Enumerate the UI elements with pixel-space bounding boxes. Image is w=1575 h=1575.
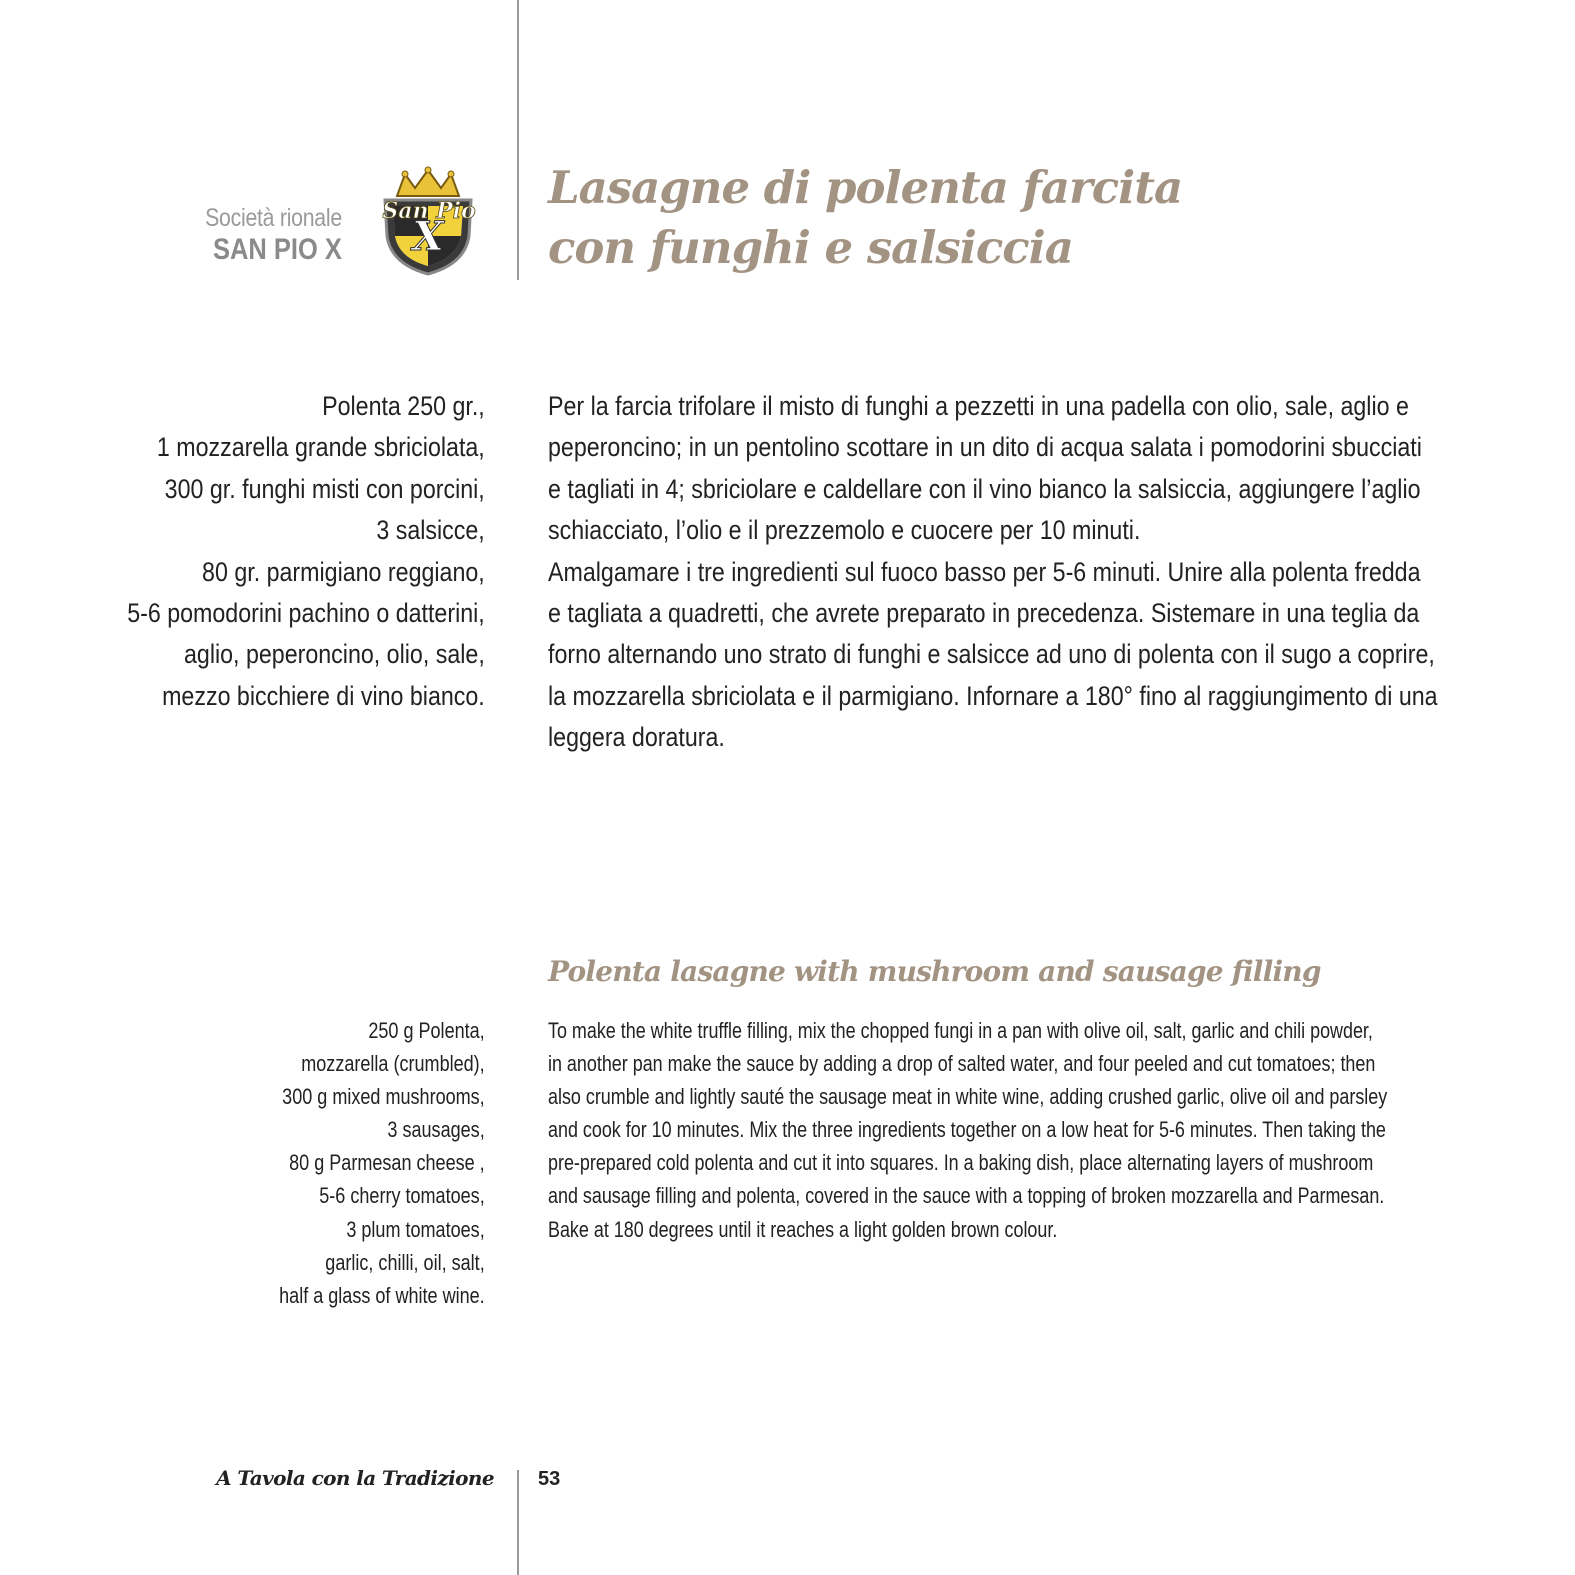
top-divider-line xyxy=(517,0,519,280)
footer-book-title: A Tavola con la Tradizione xyxy=(216,1466,494,1490)
method-english xyxy=(548,1014,1477,1246)
svg-text:San Pio: San Pio xyxy=(382,198,476,224)
recipe-title-line2: con funghi e salsiccia xyxy=(548,221,1073,274)
english-recipe-title: Polenta lasagne with mushroom and sausage filling xyxy=(548,955,1321,988)
society-label: Società rionale xyxy=(205,204,342,232)
ingredient-line: 3 plum tomatoes, xyxy=(346,1216,485,1242)
ingredients-english xyxy=(234,1014,485,1312)
method-line: forno alternando uno strato di funghi e salsicce ad uno di polenta con il sugo a coprire, xyxy=(548,639,1435,670)
method-italian xyxy=(548,386,1477,759)
ingredient-line: mezzo bicchiere di vino bianco. xyxy=(162,680,485,711)
method-line: and sausage filling and polenta, covered in the sauce with a topping of broken mozzarella and Parmesan. xyxy=(548,1183,1385,1209)
method-line: e tagliata a quadretti, che avrete preparato in precedenza. Sistemare in una teglia da xyxy=(548,598,1420,629)
bottom-divider-line xyxy=(517,1470,519,1575)
ingredients-italian xyxy=(69,386,485,717)
ingredient-line: 3 salsicce, xyxy=(376,515,485,546)
method-line: Bake at 180 degrees until it reaches a light golden brown colour. xyxy=(548,1216,1058,1242)
method-line: schiacciato, l’olio e il prezzemolo e cuocere per 10 minuti. xyxy=(548,515,1141,546)
method-line: pre-prepared cold polenta and cut it into squares. In a baking dish, place alternating layers of mushroom xyxy=(548,1150,1374,1176)
ingredient-line: 1 mozzarella grande sbriciolata, xyxy=(157,432,485,463)
method-line: To make the white truffle filling, mix the chopped fungi in a pan with olive oil, salt, garlic and chili powder, xyxy=(548,1018,1373,1043)
san-pio-crest-logo xyxy=(375,166,481,278)
method-line: also crumble and lightly sauté the sausage meat in white wine, adding crushed garlic, olive oil and parsley xyxy=(548,1084,1388,1110)
ingredient-line: garlic, chilli, oil, salt, xyxy=(325,1249,485,1275)
method-line: and cook for 10 minutes. Mix the three ingredients together on a low heat for 5-6 minutes. Then taking the xyxy=(548,1117,1386,1143)
method-line: Per la farcia trifolare il misto di funghi a pezzetti in una padella con olio, sale, aglio e xyxy=(548,391,1409,421)
ingredient-line: 3 sausages, xyxy=(387,1117,485,1143)
ingredient-line: aglio, peperoncino, olio, sale, xyxy=(184,639,485,670)
ingredient-line: mozzarella (crumbled), xyxy=(301,1051,485,1077)
ingredient-line: Polenta 250 gr., xyxy=(322,391,485,421)
society-block xyxy=(181,205,342,266)
page-number: 53 xyxy=(538,1468,561,1490)
method-line: in another pan make the sauce by adding a drop of salted water, and four peeled and cut tomatoes; then xyxy=(548,1051,1376,1077)
method-line: peperoncino; in un pentolino scottare in un dito di acqua salata i pomodorini sbucciati xyxy=(548,432,1422,463)
ingredient-line: 300 g mixed mushrooms, xyxy=(282,1084,485,1110)
ingredient-line: 250 g Polenta, xyxy=(368,1018,485,1043)
recipe-title-line1: Lasagne di polenta farcita xyxy=(548,161,1183,214)
method-line: e tagliati in 4; sbriciolare e caldellare con il vino bianco la salsiccia, aggiungere l’aglio xyxy=(548,473,1421,504)
society-name: SAN PIO X xyxy=(213,232,342,266)
ingredient-line: half a glass of white wine. xyxy=(279,1282,485,1308)
method-line: leggera doratura. xyxy=(548,722,725,753)
ingredient-line: 80 g Parmesan cheese , xyxy=(289,1150,485,1176)
ingredient-line: 300 gr. funghi misti con porcini, xyxy=(164,473,485,504)
method-line: la mozzarella sbriciolata e il parmigiano. Infornare a 180° fino al raggiungimento di una xyxy=(548,680,1438,711)
ingredient-line: 80 gr. parmigiano reggiano, xyxy=(202,556,485,587)
svg-text:X: X xyxy=(412,213,444,260)
recipe-title xyxy=(548,158,1182,278)
ingredient-line: 5-6 cherry tomatoes, xyxy=(319,1183,485,1209)
method-line: Amalgamare i tre ingredienti sul fuoco basso per 5-6 minuti. Unire alla polenta fredda xyxy=(548,556,1421,587)
ingredient-line: 5-6 pomodorini pachino o datterini, xyxy=(127,598,485,629)
